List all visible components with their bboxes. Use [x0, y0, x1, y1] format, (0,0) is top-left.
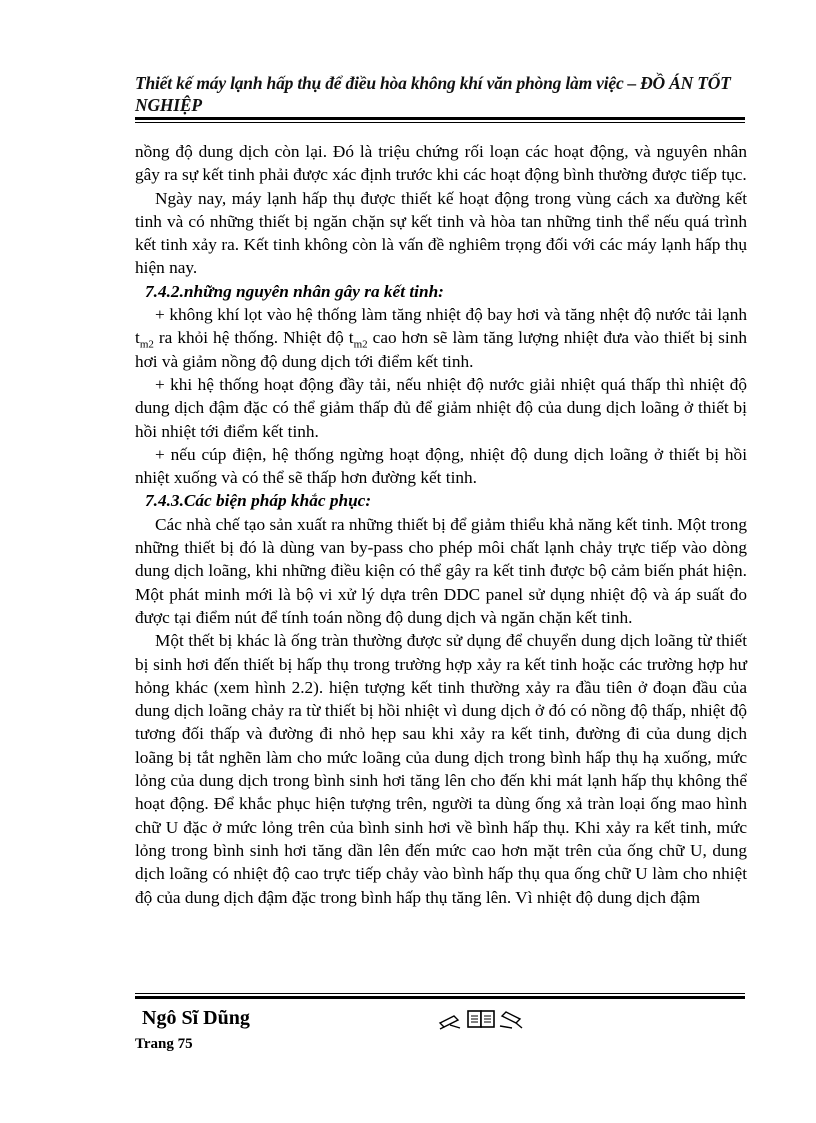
paragraph-2: Ngày nay, máy lạnh hấp thụ được thiết kế hoạt động trong vùng cách xa đường kết tinh và có những thiết bị ngăn chặn sự kết tinh và hòa tan những tinh thể nếu quá trình kết tinh xảy ra. Kết tinh không còn là vấn đề nghiêm trọng đối với các máy lạnh hấp thụ hiện nay.	[135, 188, 747, 278]
header-rule-thick	[135, 117, 745, 120]
header-dash: –	[627, 73, 637, 93]
section-heading-7-4-2: 7.4.2.những nguyên nhân gây ra kết tinh:	[145, 281, 444, 301]
body-text	[135, 140, 747, 909]
paragraph-3	[135, 303, 747, 373]
paragraph-1: nồng độ dung dịch còn lại. Đó là triệu chứng rối loạn các hoạt động, và nguyên nhân gây ra sự kết tinh phải được xác định trước khi các hoạt động bình thường được tiếp tục.	[135, 142, 747, 185]
paragraph-5: + nếu cúp điện, hệ thống ngừng hoạt động, nhiệt độ dung dịch loãng ở thiết bị hồi nhiệt xuống và có thể sẽ thấp hơn đường kết tinh.	[135, 444, 747, 488]
footer-rule-thin	[135, 993, 745, 994]
paragraph-6: Các nhà chế tạo sản xuất ra những thiết bị để giảm thiểu khả năng kết tinh. Một trong những thiết bị đó là dùng van by-pass cho phép môi chất lạnh chảy trực tiếp vào dòng dung dịch loãng, khi những điều kiện có thể gây ra kết tinh được bộ cảm biến phát hiện. Một phát minh mới là bộ vi xử lý dựa trên DDC panel sử dụng nhiệt độ và áp suất đo được tại điểm nút để tính toán nồng độ dung dịch và ngăn chặn kết tinh.	[135, 514, 747, 627]
subscript-m2: m2	[353, 338, 368, 351]
p3-text-c: cao hơn sẽ làm tăng lượng nhiệt đưa vào thiết bị sinh hơi và giảm nồng độ dung dịch tới điểm kết tinh.	[135, 328, 747, 371]
header-rule-thin	[135, 122, 745, 123]
paragraph-4: + khi hệ thống hoạt động đầy tải, nếu nhiệt độ nước giải nhiệt quá thấp thì nhiệt độ dung dịch đậm đặc có thể giảm thấp đủ để giảm nhiệt độ của dung dịch loãng ở thiết bị hồi nhiệt tới điểm kết tinh.	[135, 374, 747, 441]
section-heading-7-4-3: 7.4.3.Các biện pháp khắc phục:	[145, 491, 372, 511]
page-header	[135, 72, 745, 116]
p3-text-b: ra khỏi hệ thống. Nhiệt độ t	[153, 328, 354, 348]
header-title: Thiết kế máy lạnh hấp thụ để điều hòa không khí văn phòng làm việc	[135, 73, 624, 93]
subscript-m2: m2	[139, 338, 154, 351]
book-ornament-icon	[438, 1008, 528, 1030]
page-number: Trang 75	[135, 1036, 193, 1052]
p3-text-a: + không khí lọt vào hệ thống làm tăng nhiệt độ bay hơi và tăng nhệt độ nước tải lạnh t	[135, 305, 747, 348]
paragraph-7: Một thết bị khác là ống tràn thường được sử dụng để chuyển dung dịch loãng từ thiết bị sinh hơi đến thiết bị hấp thụ trong trường hợp xảy ra kết tinh hoặc các trường hợp hư hỏng khác (xem hình 2.2). hiện tượng kết tinh thường xảy ra đầu tiên ở đoạn đầu của dung dịch loãng chảy ra từ thiết bị hồi nhiệt vì dung dịch ở đó có nồng độ thấp, nhiệt độ tương đối thấp và đường đi nhỏ hẹp sau khi xảy ra kết tinh, đường đi của dung dịch loãng bị tắt nghẽn làm cho mức loãng của dung dịch trong bình hấp thụ hạ xuống, mức lỏng của dung dịch trong bình sinh hơi tăng lên cho đến khi mát lạnh hấp thụ không thể hoạt động. Để khắc phục hiện tượng trên, người ta dùng ống xả tràn loại ống mao hình chữ U đặc ở mức lỏng trên của bình sinh hơi về bình hấp thụ. Khi xảy ra kết tinh, mức lỏng trong bình sinh hơi tăng dần lên đến mức cao hơn mặt trên của ống chữ U, dung dịch loãng có nhiệt độ cao trực tiếp chảy vào bình hấp thụ qua ống chữ U làm cho nhiệt độ của dung dịch đậm đặc trong bình hấp thụ tăng lên. Vì nhiệt độ dung dịch đậm	[135, 631, 747, 907]
footer-author: Ngô Sĩ Dũng	[142, 1007, 250, 1029]
footer-rule-thick	[135, 996, 745, 999]
header-tag: ĐỒ ÁN TỐT NGHIỆP	[135, 73, 731, 115]
